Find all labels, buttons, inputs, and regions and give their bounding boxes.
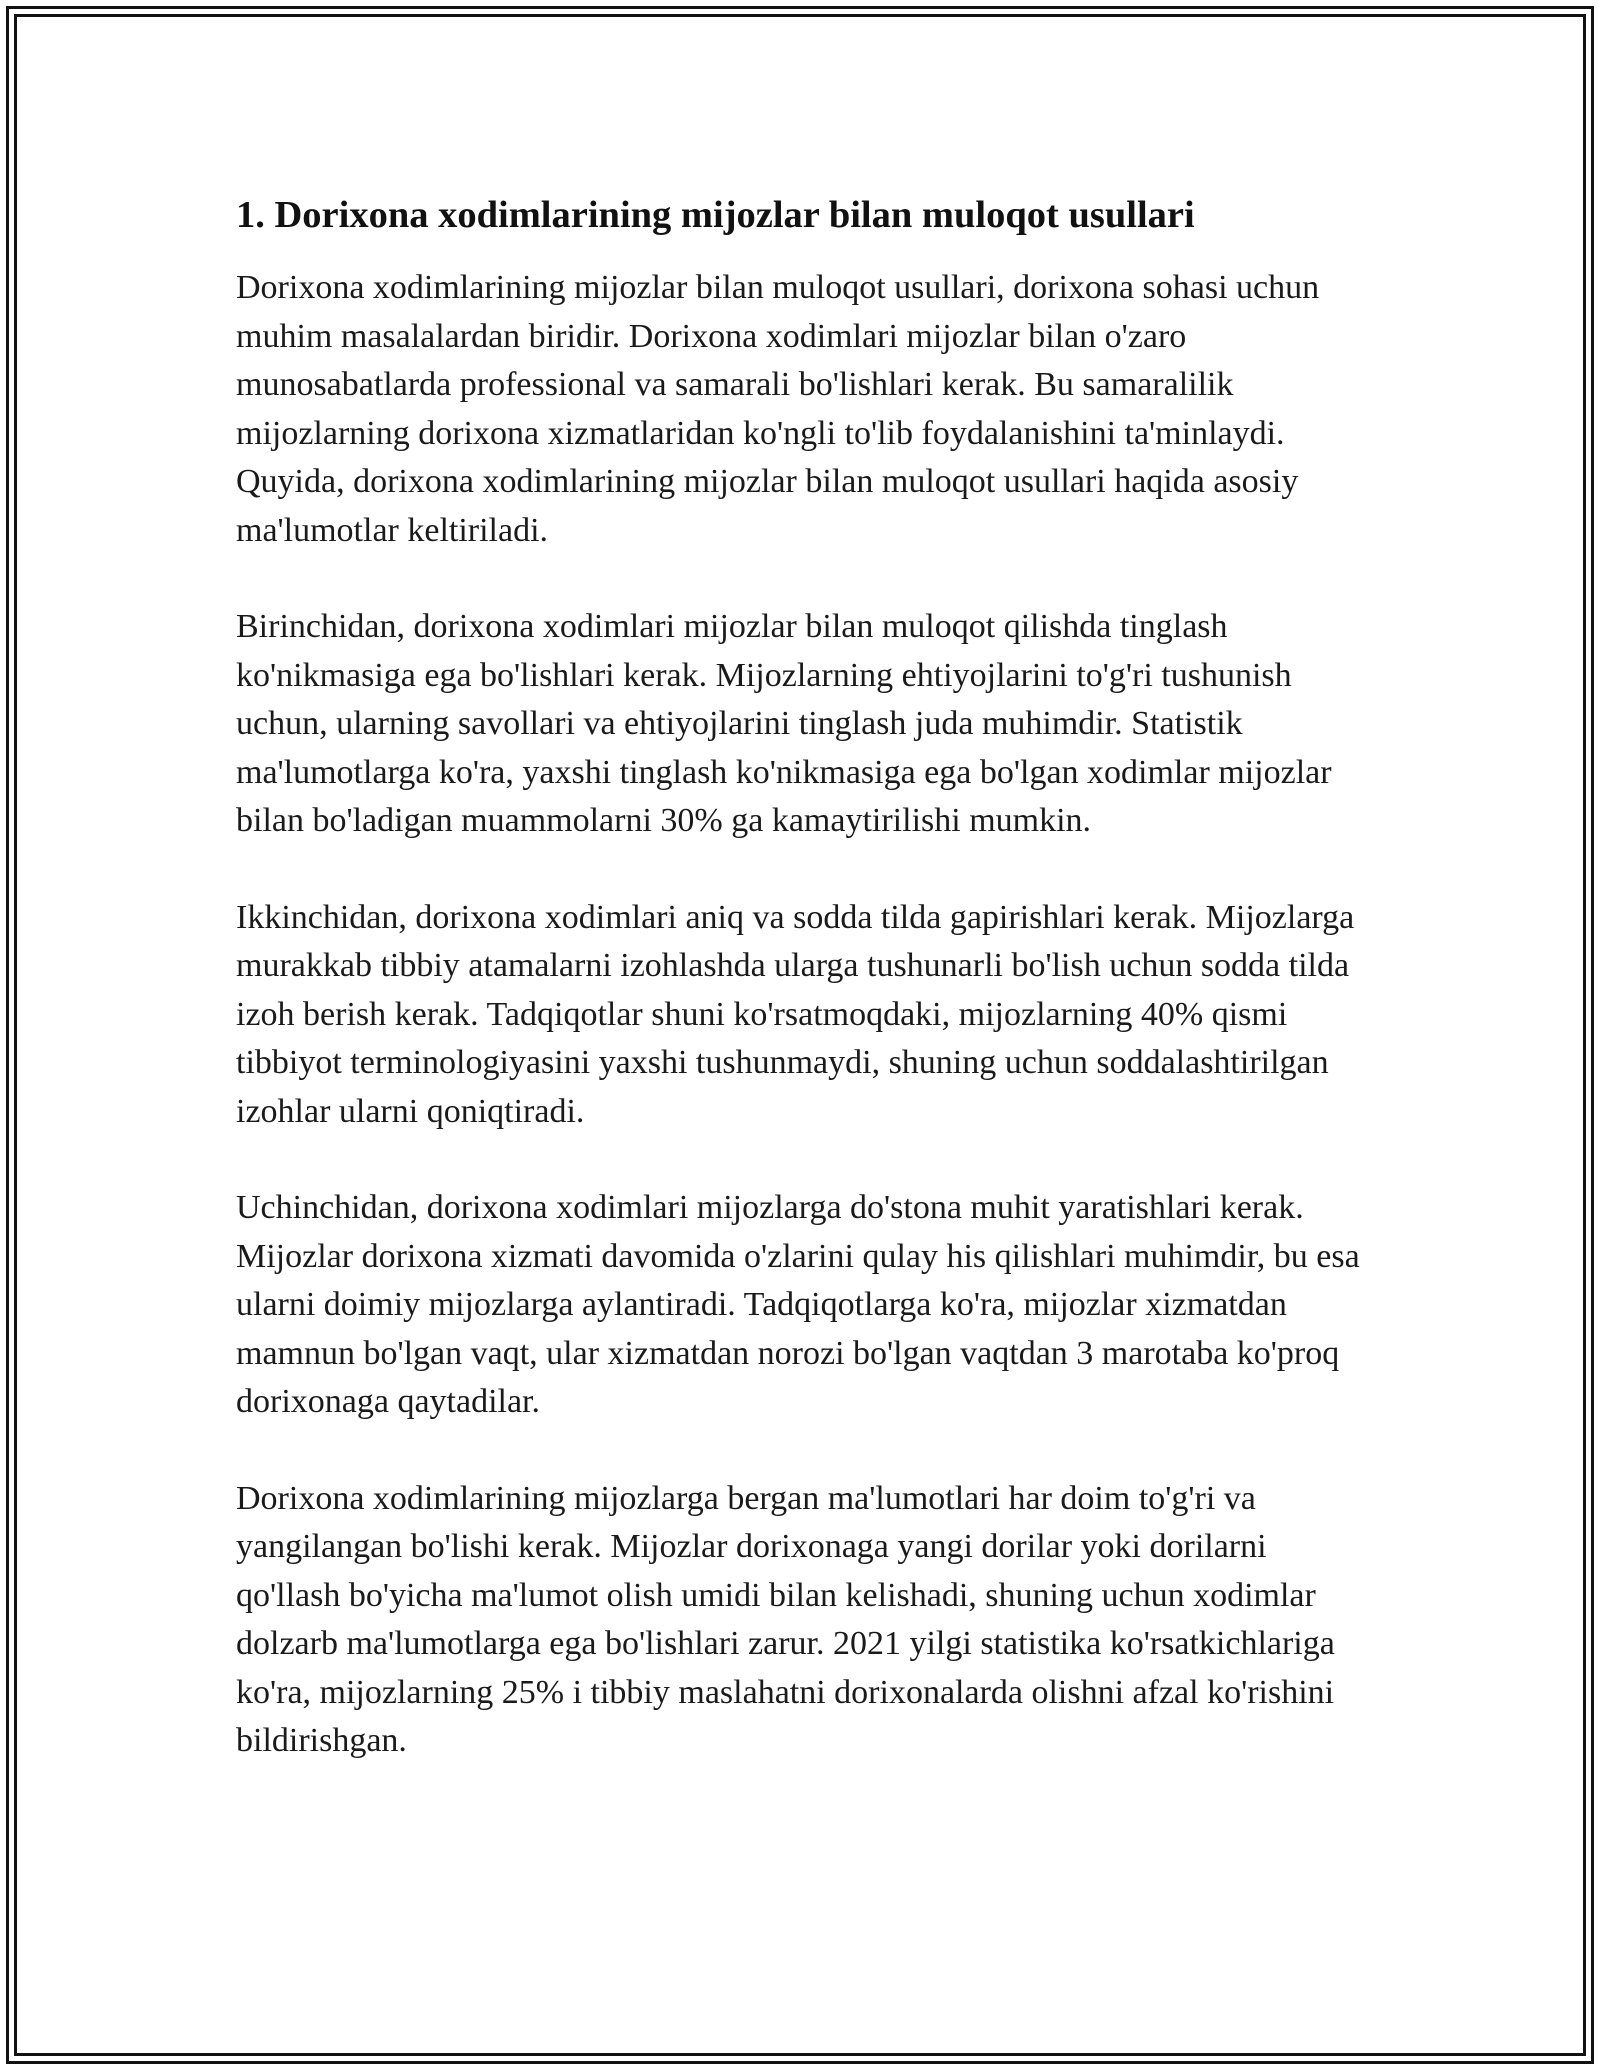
paragraph-accurate-information: Dorixona xodimlarining mijozlarga bergan ma'lumotlari har doim to'g'ri va yangilangan bo'lishi kerak. Mijozlar dorixonaga yangi dorilar yoki dorilarni qo'llash bo'yicha ma'lumot olish umidi bilan kelishadi, shuning uchun xodimlar dolzarb ma'lumotlarga ega bo'lishlari zarur. 2021 yilgi statistika ko'rsatkichlariga ko'ra, mijozlarning 25% i tibbiy maslahatni dorixonalarda olishni afzal ko'rishini bildirishgan. xyxy=(236,1479,1335,1759)
paragraph-intro: Dorixona xodimlarining mijozlar bilan muloqot usullari, dorixona sohasi uchun muhim masalalardan biridir. Dorixona xodimlari mijozlar bilan o'zaro munosabatlarda professional va samarali bo'lishlari kerak. Bu samaralilik mijozlarning dorixona xizmatlaridan ko'ngli to'lib foydalanishini ta'minlaydi. Quyida, dorixona xodimlarining mijozlar bilan muloqot usullari haqida asosiy ma'lumotlar keltiriladi. xyxy=(236,269,1320,549)
section-heading: 1. Dorixona xodimlarining mijozlar bilan muloqot usullari xyxy=(236,194,1195,236)
paragraph-plain-language: Ikkinchidan, dorixona xodimlari aniq va sodda tilda gapirishlari kerak. Mijozlarga murakkab tibbiy atamalarni izohlashda ularga tushunarli bo'lish uchun sodda tilda izoh berish kerak. Tadqiqotlar shuni ko'rsatmoqdaki, mijozlarning 40% qismi tibbiyot terminologiyasini yaxshi tushunmaydi, shuning uchun soddalashtirilgan izohlar ularni qoniqtiradi. xyxy=(236,898,1355,1130)
paragraph-listening: Birinchidan, dorixona xodimlari mijozlar bilan muloqot qilishda tinglash ko'nikmasiga ega bo'lishlari kerak. Mijozlarning ehtiyojlarini to'g'ri tushunish uchun, ularning savollari va ehtiyojlarini tinglash juda muhimdir. Statistik ma'lumotlarga ko'ra, yaxshi tinglash ko'nikmasiga ega bo'lgan xodimlar mijozlar bilan bo'ladigan muammolarni 30% ga kamaytirilishi mumkin. xyxy=(236,608,1332,839)
document-body xyxy=(236,188,1376,1766)
paragraph-friendly-environment: Uchinchidan, dorixona xodimlari mijozlarga do'stona muhit yaratishlari kerak. Mijozlar dorixona xizmati davomida o'zlarini qulay his qilishlari muhimdir, bu esa ularni doimiy mijozlarga aylantiradi. Tadqiqotlarga ko'ra, mijozlar xizmatdan mamnun bo'lgan vaqt, ular xizmatdan norozi bo'lgan vaqtdan 3 marotaba ko'proq dorixonaga qaytadilar. xyxy=(236,1189,1360,1420)
